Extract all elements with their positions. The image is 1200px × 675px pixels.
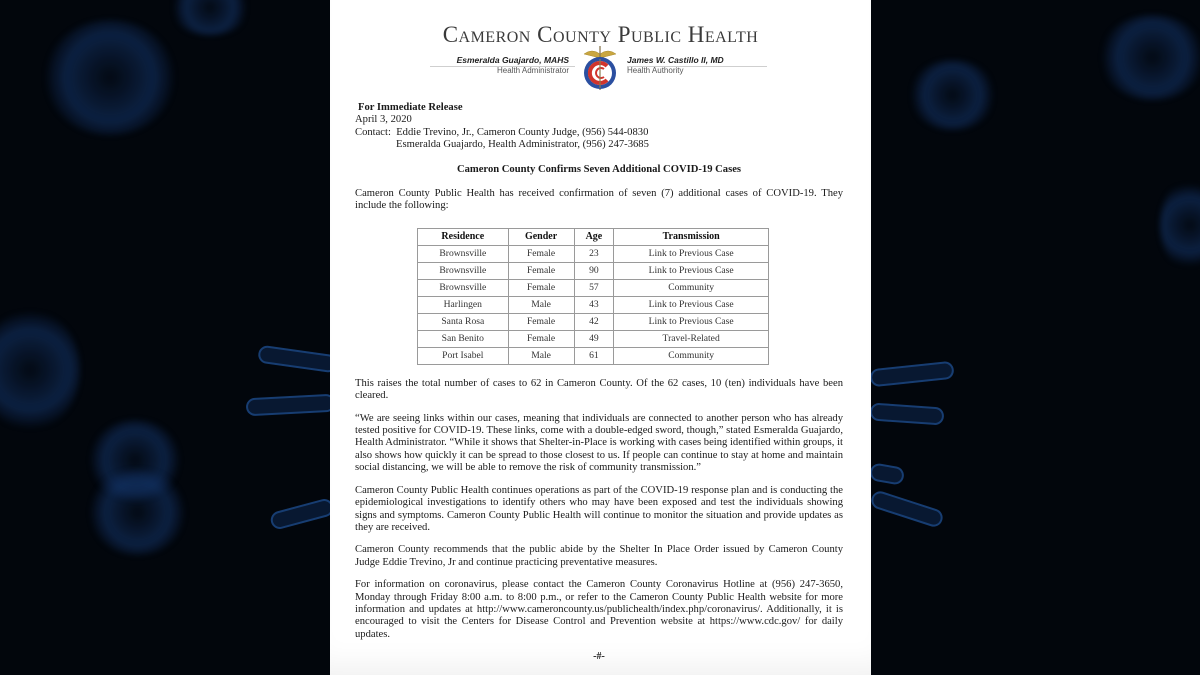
table-row	[418, 279, 769, 296]
right-signatory	[627, 55, 724, 76]
header-transmission: Transmission	[614, 228, 769, 245]
virus-spike	[869, 361, 954, 388]
cell-transmission: Community	[614, 347, 769, 364]
header-age: Age	[574, 228, 614, 245]
recommendation-paragraph: Cameron County recommends that the public abide by the Shelter In Place Order issued by Cameron County Judge Eddie Trevino, Jr and continue practicing preventative measures.	[355, 544, 843, 568]
virus-cell-blur	[910, 60, 995, 130]
cell-age: 49	[574, 330, 614, 347]
left-signatory-title: Health Administrator	[496, 66, 569, 75]
table-row	[418, 296, 769, 313]
end-mark: -#-	[593, 651, 605, 663]
left-signatory-name: Esmeralda Guajardo, MAHS	[456, 55, 569, 65]
virus-cell-blur	[1100, 15, 1200, 100]
cell-age: 43	[574, 296, 614, 313]
cell-gender: Male	[508, 296, 574, 313]
letterhead	[330, 22, 871, 75]
virus-cell-blur	[45, 20, 175, 135]
table-row	[418, 262, 769, 279]
cell-gender: Female	[508, 262, 574, 279]
cell-residence: Port Isabel	[418, 347, 509, 364]
cell-residence: Brownsville	[418, 279, 509, 296]
intro-paragraph: Cameron County Public Health has received confirmation of seven (7) additional cases of COVID-19. They include the following:	[355, 188, 843, 212]
release-date: April 3, 2020	[355, 114, 412, 126]
cell-residence: San Benito	[418, 330, 509, 347]
right-signatory-name: James W. Castillo II, MD	[627, 55, 724, 65]
table-header-row	[418, 228, 769, 245]
cell-age: 23	[574, 245, 614, 262]
quote-paragraph: “We are seeing links within our cases, meaning that individuals are connected to another person who has already tested positive for COVID-19. These links, come with a double-edged sword, though,” stated Esmeralda Guajardo, Health Administrator. “While it shows that Shelter-in-Place is working with cases being identified within groups, it also shows how quickly it can be spread to those closest to us. If people can continue to stay at home and maintain social distancing, we will be able to remove the risk of community transmission.”	[355, 412, 843, 474]
table-row	[418, 313, 769, 330]
caduceus-county-seal-icon	[580, 44, 620, 92]
cell-transmission: Travel-Related	[614, 330, 769, 347]
contact-line-2: Esmeralda Guajardo, Health Administrator, (956) 247-3685	[396, 139, 649, 151]
table-row	[418, 330, 769, 347]
cell-transmission: Link to Previous Case	[614, 245, 769, 262]
cases-table	[417, 228, 769, 365]
contact-line-1: Contact: Eddie Trevino, Jr., Cameron County Judge, (956) 544-0830	[355, 126, 649, 138]
release-body	[355, 102, 843, 664]
table-row	[418, 245, 769, 262]
cell-gender: Female	[508, 279, 574, 296]
cell-residence: Brownsville	[418, 245, 509, 262]
cell-residence: Brownsville	[418, 262, 509, 279]
total-cases-paragraph: This raises the total number of cases to 62 in Cameron County. Of the 62 cases, 10 (ten) individuals have been cleared.	[355, 377, 843, 402]
virus-spike	[869, 489, 945, 529]
press-release-page	[330, 0, 871, 675]
cell-transmission: Community	[614, 279, 769, 296]
virus-spike	[257, 345, 338, 374]
right-signatory-title: Health Authority	[627, 66, 684, 75]
cell-transmission: Link to Previous Case	[614, 262, 769, 279]
cell-age: 61	[574, 347, 614, 364]
cell-gender: Male	[508, 347, 574, 364]
cell-residence: Santa Rosa	[418, 313, 509, 330]
headline: Cameron County Confirms Seven Additional COVID-19 Cases	[456, 163, 742, 175]
cell-gender: Female	[508, 330, 574, 347]
operations-paragraph: Cameron County Public Health continues operations as part of the COVID-19 response plan and is conducting the epidemiological investigations to identify others who may have been exposed and test the individuals showing signs and symptoms. Cameron County Public Health will continue to monitor the situation and provide updates as they are received.	[355, 484, 843, 533]
virus-spike	[246, 394, 336, 417]
signatory-row	[330, 52, 871, 92]
cell-transmission: Link to Previous Case	[614, 296, 769, 313]
virus-spike	[869, 402, 944, 425]
cell-transmission: Link to Previous Case	[614, 313, 769, 330]
virus-cell-blur	[0, 310, 80, 430]
virus-cell-blur	[1160, 180, 1200, 270]
cell-age: 57	[574, 279, 614, 296]
cell-residence: Harlingen	[418, 296, 509, 313]
cell-gender: Female	[508, 313, 574, 330]
info-paragraph: For information on coronavirus, please contact the Cameron County Coronavirus Hotline at (956) 247-3650, Monday through Friday 8:00 a.m. to 8:00 p.m., or refer to the Cameron County Public Health website for more information and updates at http://www.cameroncounty.us/publichealth/index.php/coronavirus/. Additionally, it is encouraged to visit the Centers for Disease Control and Prevention website at https://www.cdc.gov/ for daily updates.	[355, 579, 843, 640]
header-gender: Gender	[508, 228, 574, 245]
cell-age: 90	[574, 262, 614, 279]
left-signatory	[457, 55, 569, 76]
cell-gender: Female	[508, 245, 574, 262]
virus-spike	[869, 462, 906, 486]
virus-cell-blur	[170, 0, 250, 35]
table-row	[418, 347, 769, 364]
org-name: Cameron County Public Health	[442, 22, 759, 47]
header-residence: Residence	[418, 228, 509, 245]
release-label: For Immediate Release	[358, 102, 463, 113]
virus-cell-blur	[90, 470, 185, 555]
virus-spike	[269, 497, 335, 531]
cell-age: 42	[574, 313, 614, 330]
